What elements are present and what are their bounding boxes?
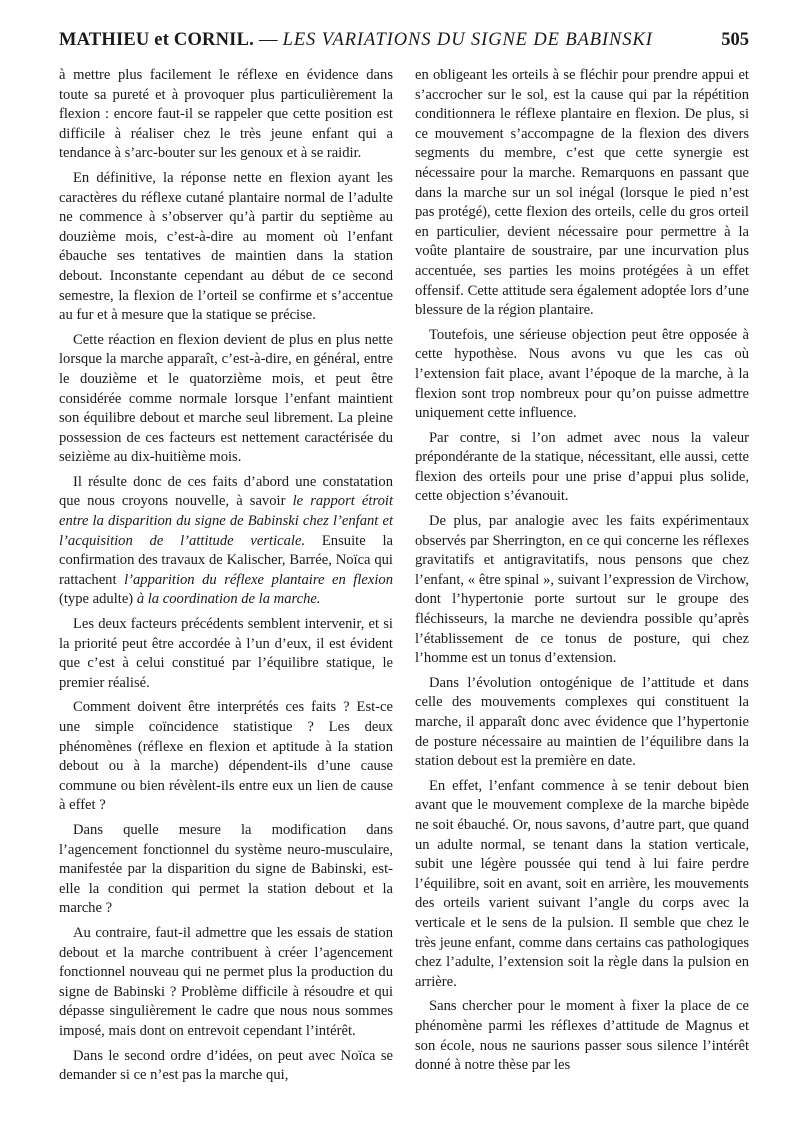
paragraph: en obligeant les orteils à se fléchir pour prendre appui et s’accrocher sur le sol, est la cause qui par la répétition conditionnera le réflexe plantaire en flexion. De plus, si ce mouvement s’accompagne de la flexion des divers segments du membre, c’est que cette synergie est nécessaire pour la marche. Remarquons en passant que dans la marche sur un sol inégal (lorsque le pied n’est pas protégé), cette flexion des orteils, celle du gros orteil en particulier, devient nécessaire pour permettre à la voûte plantaire de soustraire, par une incurvation plus accentuée, ses parties les moins protégées à un effet offensif. Cette attitude sera également adoptée lors d’une blessure de la région plantaire. bbox=[415, 67, 749, 319]
paragraph: Au contraire, faut-il admettre que les essais de station debout et la marche contribuent à créer l’agencement fonctionnel nouveau qui ne permet plus la production du signe de Babinski ? Problème difficile à résoudre et qui dépasse singulièrement le cadre que nous nous sommes imposé, mais dont on entrevoit cependant l’intérêt. bbox=[59, 924, 393, 1039]
paragraph: à mettre plus facilement le réflexe en évidence dans toute sa pureté et à provoquer plus particulièrement la flexion : encore faut-il se rappeler que cette position est difficile à réaliser chez le très jeune enfant qui a tendance à s’arc-bouter sur les genoux et à se raidir. bbox=[59, 67, 393, 162]
page-number: 505 bbox=[721, 30, 749, 50]
article-title: LES VARIATIONS DU SIGNE DE BABINSKI bbox=[282, 30, 653, 50]
title-dash: — bbox=[258, 30, 278, 50]
paragraph: Cette réaction en flexion devient de plus en plus nette lorsque la marche apparaît, c’est-à-dire, en général, entre le douzième et le quatorzième mois, et peut être considérée comme normale lorsque l’enfant maintient son équilibre debout et marche seul librement. La pleine possession de ces facteurs est nettement caractérisée du seizième au dix-huitième mois. bbox=[59, 331, 393, 466]
italic-run: le rapport étroit entre la disparition du signe de Babinski chez l’enfant et l’acquisition de l’attitude verticale. bbox=[59, 493, 393, 549]
paragraph: Dans le second ordre d’idées, on peut avec Noïca se demander si ce n’est pas la marche qui, bbox=[59, 1047, 393, 1084]
text-columns bbox=[59, 66, 749, 1086]
paragraph: Toutefois, une sérieuse objection peut être opposée à cette hypothèse. Nous avons vu que les cas où l’extension fait place, avant l’époque de la marche, à la flexion sont trop nombreux pour qu’on puisse admettre uniquement cette influence. bbox=[415, 326, 749, 422]
paragraph: Comment doivent être interprétés ces faits ? Est-ce une simple coïncidence statistique ? Les deux phénomènes (réflexe en flexion et aptitude à la station debout ou à la marche) dépendent-ils d’une cause commune ou bien révèlent-ils entre eux un lien de cause à effet ? bbox=[59, 699, 393, 814]
text-run: Ensuite la confirmation des travaux de Kalischer, Barrée, Noïca qui rattachent bbox=[59, 532, 393, 588]
paragraph: Par contre, si l’on admet avec nous la valeur prépondérante de la statique, nécessitant, elle aussi, cette flexion des orteils pour une prise d’appui plus solide, cette objection s’évanouit. bbox=[415, 429, 749, 505]
text-run: (type adulte) bbox=[59, 591, 137, 608]
running-head bbox=[59, 30, 749, 66]
paragraph: Sans chercher pour le moment à fixer la place de ce phénomène parmi les réflexes d’attitude de Magnus et son école, nous ne saurions passer sous silence l’intérêt donné à notre thèse par les bbox=[415, 998, 749, 1074]
authors: MATHIEU et CORNIL. bbox=[59, 30, 254, 50]
paragraph: Les deux facteurs précédents semblent intervenir, et si la priorité peut être accordée à l’un d’eux, il est évident que c’est à celui constitué par l’équilibre statique, le premier réalisé. bbox=[59, 616, 393, 691]
left-column bbox=[59, 66, 393, 1086]
paragraph: En définitive, la réponse nette en flexion ayant les caractères du réflexe cutané plantaire normal de l’adulte ne commence à s’observer qu’à partir du septième au douzième mois, c’est-à-dire au moment où l’enfant ébauche ses tentatives de maintien dans la station debout. Inconstante cependant au début de ce second semestre, la flexion de l’orteil se confirme et s’accentue au fur et à mesure que la statique se précise. bbox=[59, 169, 393, 324]
paragraph: Dans l’évolution ontogénique de l’attitude et dans celle des mouvements complexes qui constituent la marche, il apparaît donc avec évidence que l’hypertonie de posture nécessaire au maintien de l’équilibre dans la station debout est la première en date. bbox=[415, 674, 749, 770]
right-column bbox=[415, 66, 749, 1086]
text-run: Il résulte donc de ces faits d’abord une constatation que nous croyons nouvelle, à savoir bbox=[59, 473, 393, 510]
italic-run: l’apparition du réflexe plantaire en flexion bbox=[124, 571, 393, 588]
paragraph bbox=[59, 473, 393, 610]
paragraph: En effet, l’enfant commence à se tenir debout bien avant que le mouvement complexe de la marche bipède ne soit ébauché. Or, nous savons, d’autre part, que quand un adulte normal, se tenant dans la station verticale, subit une légère poussée qui tend à lui faire perdre l’équilibre, soit en avant, soit en arrière, les mouvements des orteils varient suivant l’angle du corps avec la verticale et le sens de la pulsion. Il semble que chez le très jeune enfant, comme dans certains cas pathologiques chez l’adulte, l’extension soit la règle dans la pulsion en arrière. bbox=[415, 777, 749, 990]
running-title bbox=[59, 30, 653, 51]
italic-run: à la coordination de la marche. bbox=[136, 591, 321, 608]
paragraph: Dans quelle mesure la modification dans l’agencement fonctionnel du système neuro-musculaire, manifestée par la disparition du signe de Babinski, est-elle la condition qui permet la station debout et la marche ? bbox=[59, 821, 393, 917]
paragraph: De plus, par analogie avec les faits expérimentaux observés par Sherrington, en ce qui concerne les réflexes gravitatifs et antigravitatifs, nous pensons que chez l’enfant, « être spinal », suivant l’expression de Virchow, dont l’hypertonie porte surtout sur le groupe des fléchisseurs, la marche ne deviendra possible qu’après l’établissement de ce tonus de posture, qui chez l’homme est un tonus d’extension. bbox=[415, 513, 749, 667]
